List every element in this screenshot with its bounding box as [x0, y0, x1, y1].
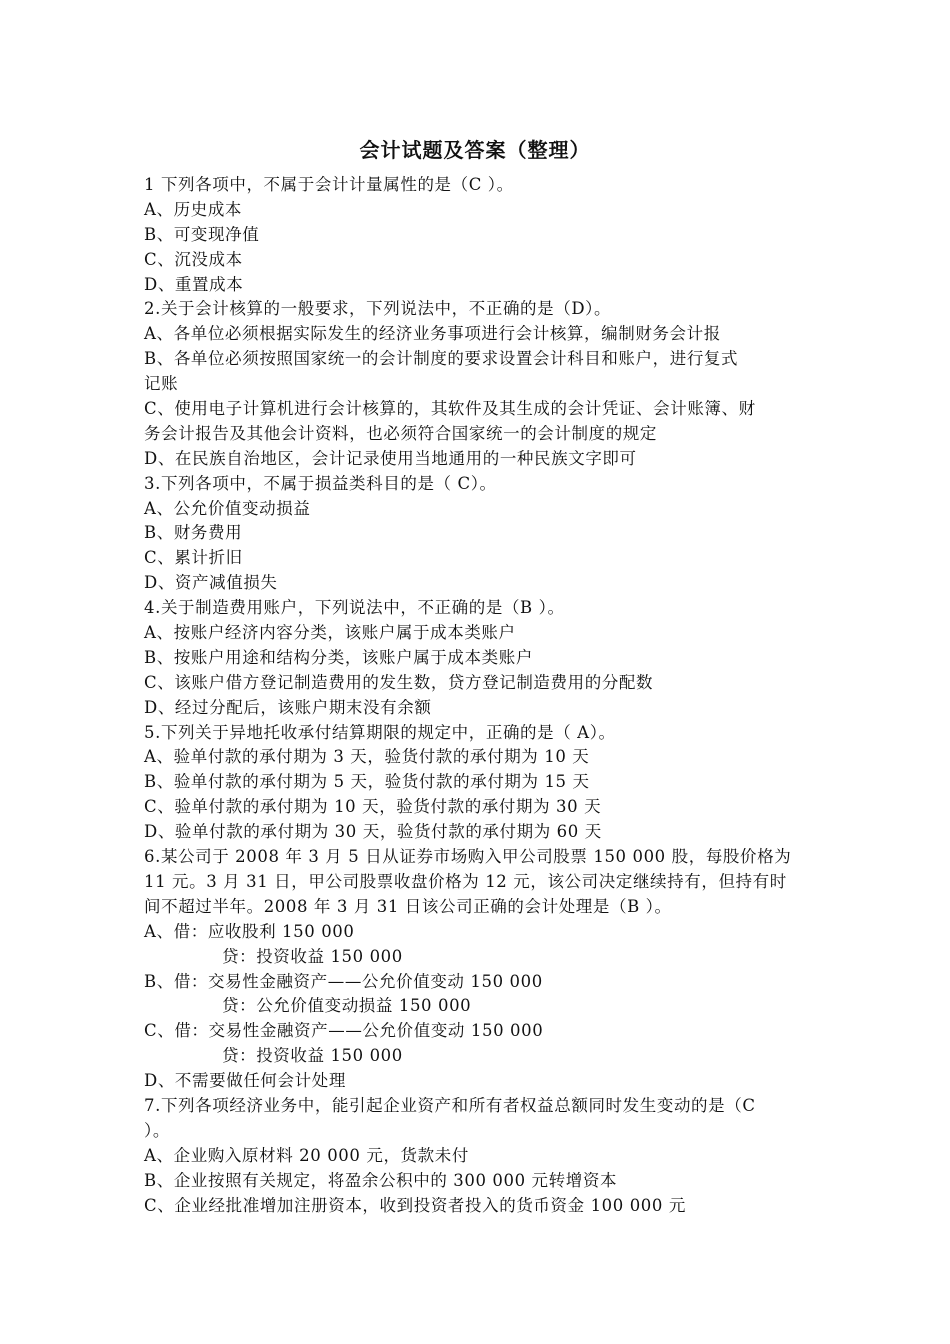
- answer-option: C、企业经批准增加注册资本，收到投资者投入的货币资金 100 000 元: [144, 1195, 686, 1215]
- answer-option: B、按账户用途和结构分类，该账户属于成本类账户: [144, 647, 533, 667]
- answer-option: D、资产减值损失: [144, 573, 278, 593]
- answer-option: B、各单位必须按照国家统一的会计制度的要求设置会计科目和账户，进行复式: [144, 349, 739, 369]
- answer-option: B、可变现净值: [144, 224, 260, 244]
- answer-option: C、累计折旧: [144, 548, 243, 568]
- journal-credit-line: 贷：公允价值变动损益 150 000: [222, 996, 472, 1016]
- answer-option: C、验单付款的承付期为 10 天，验货付款的承付期为 30 天: [144, 797, 602, 817]
- answer-option: B、财务费用: [144, 523, 243, 543]
- answer-option: D、验单付款的承付期为 30 天，验货付款的承付期为 60 天: [144, 822, 602, 842]
- question-stem: 1 下列各项中，不属于会计计量属性的是（C ）。: [144, 175, 514, 194]
- document-title: 会计试题及答案（整理）: [359, 138, 591, 162]
- answer-option: D、不需要做任何会计处理: [144, 1071, 346, 1091]
- question-stem: 6.某公司于 2008 年 3 月 5 日从证券市场购入甲公司股票 150 000 股，每股价格为: [144, 847, 792, 867]
- question-stem: 7.下列各项经济业务中，能引起企业资产和所有者权益总额同时发生变动的是（C: [144, 1095, 756, 1115]
- answer-option: B、企业按照有关规定，将盈余公积中的 300 000 元转增资本: [144, 1170, 618, 1190]
- answer-option: A、借：应收股利 150 000: [144, 921, 355, 941]
- answer-option: A、按账户经济内容分类，该账户属于成本类账户: [144, 623, 516, 643]
- question-stem: 5.下列关于异地托收承付结算期限的规定中，正确的是（ A）。: [144, 722, 616, 742]
- answer-option: C、该账户借方登记制造费用的发生数，贷方登记制造费用的分配数: [144, 672, 654, 692]
- answer-option: A、各单位必须根据实际发生的经济业务事项进行会计核算，编制财务会计报: [144, 324, 721, 344]
- continuation-line: 记账: [144, 374, 179, 394]
- answer-option: D、在民族自治地区，会计记录使用当地通用的一种民族文字即可: [144, 448, 637, 468]
- continuation-line: 11 元。3 月 31 日，甲公司股票收盘价格为 12 元，该公司决定继续持有，但持有时: [144, 871, 787, 891]
- answer-option: D、经过分配后，该账户期末没有余额: [144, 697, 432, 717]
- answer-option: C、沉没成本: [144, 249, 243, 269]
- answer-option: A、企业购入原材料 20 000 元，货款未付: [144, 1145, 469, 1165]
- answer-option: C、使用电子计算机进行会计核算的，其软件及其生成的会计凭证、会计账簿、财: [144, 399, 756, 419]
- question-stem: 3.下列各项中，不属于损益类科目的是（ C）。: [144, 473, 497, 493]
- answer-option: D、重置成本: [144, 274, 244, 294]
- question-stem: 2.关于会计核算的一般要求，下列说法中，不正确的是（D）。: [144, 299, 612, 319]
- continuation-line: ）。: [144, 1120, 170, 1140]
- continuation-line: 务会计报告及其他会计资料，也必须符合国家统一的会计制度的规定: [144, 423, 657, 443]
- answer-option: B、借：交易性金融资产——公允价值变动 150 000: [144, 971, 543, 991]
- journal-credit-line: 贷：投资收益 150 000: [222, 946, 403, 966]
- document-body: [144, 173, 814, 1218]
- answer-option: A、历史成本: [144, 199, 243, 219]
- answer-option: A、公允价值变动损益: [144, 498, 311, 518]
- continuation-line: 间不超过半年。2008 年 3 月 31 日该公司正确的会计处理是（B ）。: [144, 896, 672, 916]
- answer-option: A、验单付款的承付期为 3 天，验货付款的承付期为 10 天: [144, 747, 590, 767]
- question-stem: 4.关于制造费用账户，下列说法中，不正确的是（B ）。: [144, 598, 565, 618]
- answer-option: C、借：交易性金融资产——公允价值变动 150 000: [144, 1021, 544, 1041]
- answer-option: B、验单付款的承付期为 5 天，验货付款的承付期为 15 天: [144, 772, 590, 792]
- journal-credit-line: 贷：投资收益 150 000: [222, 1046, 403, 1066]
